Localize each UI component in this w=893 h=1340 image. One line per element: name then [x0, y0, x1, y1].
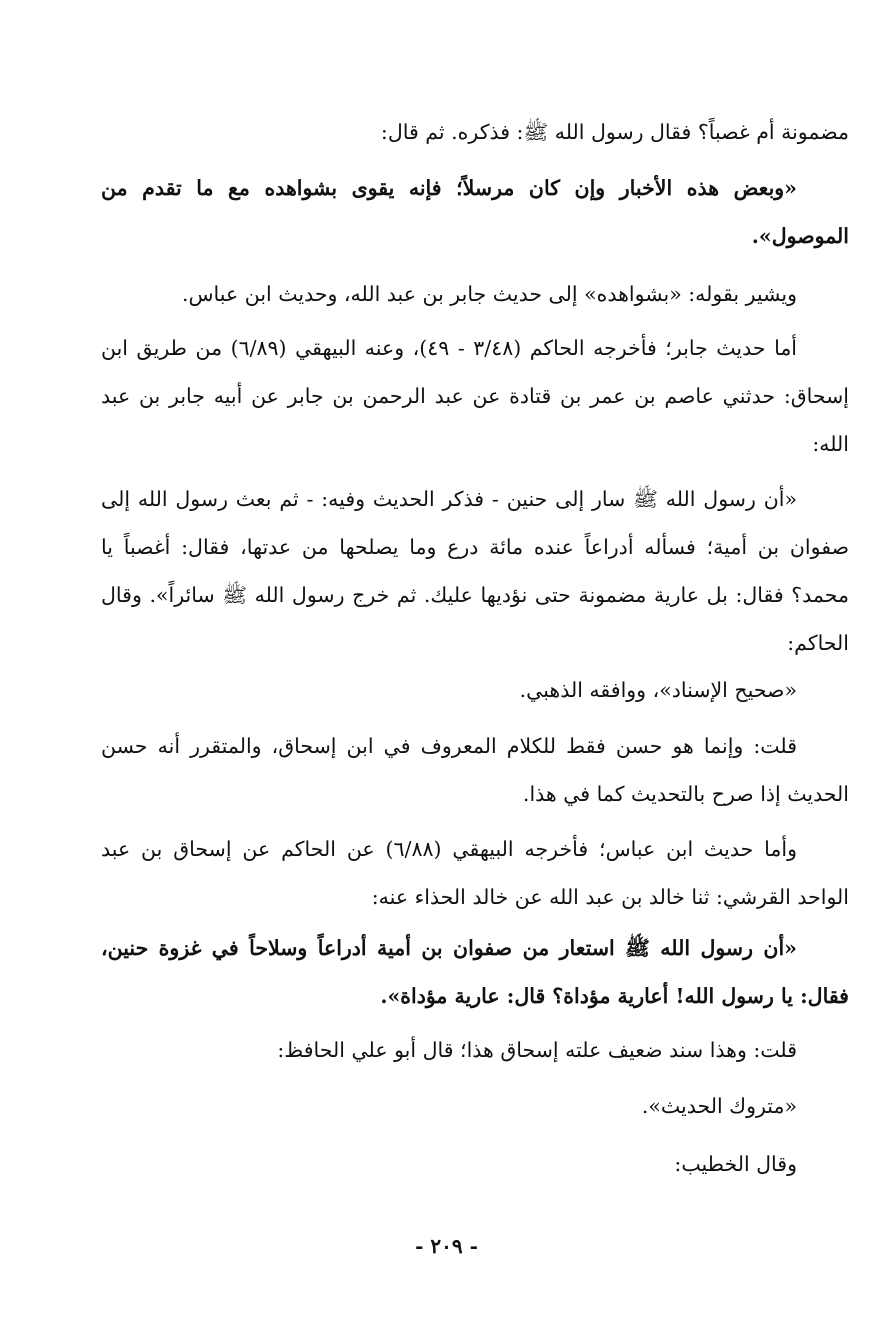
paragraph-khatib: وقال الخطيب: [674, 1152, 797, 1176]
paragraph-ibn-abbas-source: وأما حديث ابن عباس؛ فأخرجه البيهقي (٦/٨٨) عن الحاكم عن إسحاق بن عبد الواحد القرشي: ثنا خالد بن عبد الله عن خالد الحذاء عنه: [101, 837, 849, 909]
paragraph-continuation: مضمونة أم غصباً؟ فقال رسول الله ﷺ: فذكره. ثم قال: [380, 120, 849, 144]
paragraph-quote-bayhaqi: «وبعض هذه الأخبار وإن كان مرسلاً؛ فإنه يقوى بشواهده مع ما تقدم من الموصول». [101, 176, 849, 248]
paragraph-hakim-grading: «صحيح الإسناد»، ووافقه الذهبي. [519, 678, 797, 702]
page-number: - ٢٠٩ - [415, 1234, 478, 1258]
paragraph-shawahid: ويشير بقوله: «بشواهده» إلى حديث جابر بن عبد الله، وحديث ابن عباس. [182, 282, 797, 306]
paragraph-matruk: «متروك الحديث». [641, 1094, 797, 1118]
paragraph-author-comment: قلت: وإنما هو حسن فقط للكلام المعروف في ابن إسحاق، والمتقرر أنه حسن الحديث إذا صرح بالتحديث كما في هذا. [101, 734, 849, 806]
paragraph-isnad-weakness: قلت: وهذا سند ضعيف علته إسحاق هذا؛ قال أبو علي الحافظ: [277, 1038, 797, 1062]
paragraph-jabir-hadith-source: أما حديث جابر؛ فأخرجه الحاكم (٣/٤٨ - ٤٩)، وعنه البيهقي (٦/٨٩) من طريق ابن إسحاق: حدثني عاصم بن عمر بن قتادة عن عبد الرحمن بن جابر عن أبيه جابر بن عبد الله: [101, 336, 849, 456]
paragraph-ibn-abbas-text: «أن رسول الله ﷺ استعار من صفوان بن أمية أدراعاً وسلاحاً في غزوة حنين، فقال: يا رسول الله! أعارية مؤداة؟ قال: عارية مؤداة». [101, 936, 849, 1008]
paragraph-jabir-hadith-text: «أن رسول الله ﷺ سار إلى حنين - فذكر الحديث وفيه: - ثم بعث رسول الله إلى صفوان بن أمية؛ فسأله أدراعاً عنده مائة درع وما يصلحها من عدتها، فقال: أغصباً يا محمد؟ فقال: بل عارية مضمونة حتى نؤديها عليك. ثم خرج رسول الله ﷺ سائراً». وقال الحاكم: [101, 487, 849, 655]
